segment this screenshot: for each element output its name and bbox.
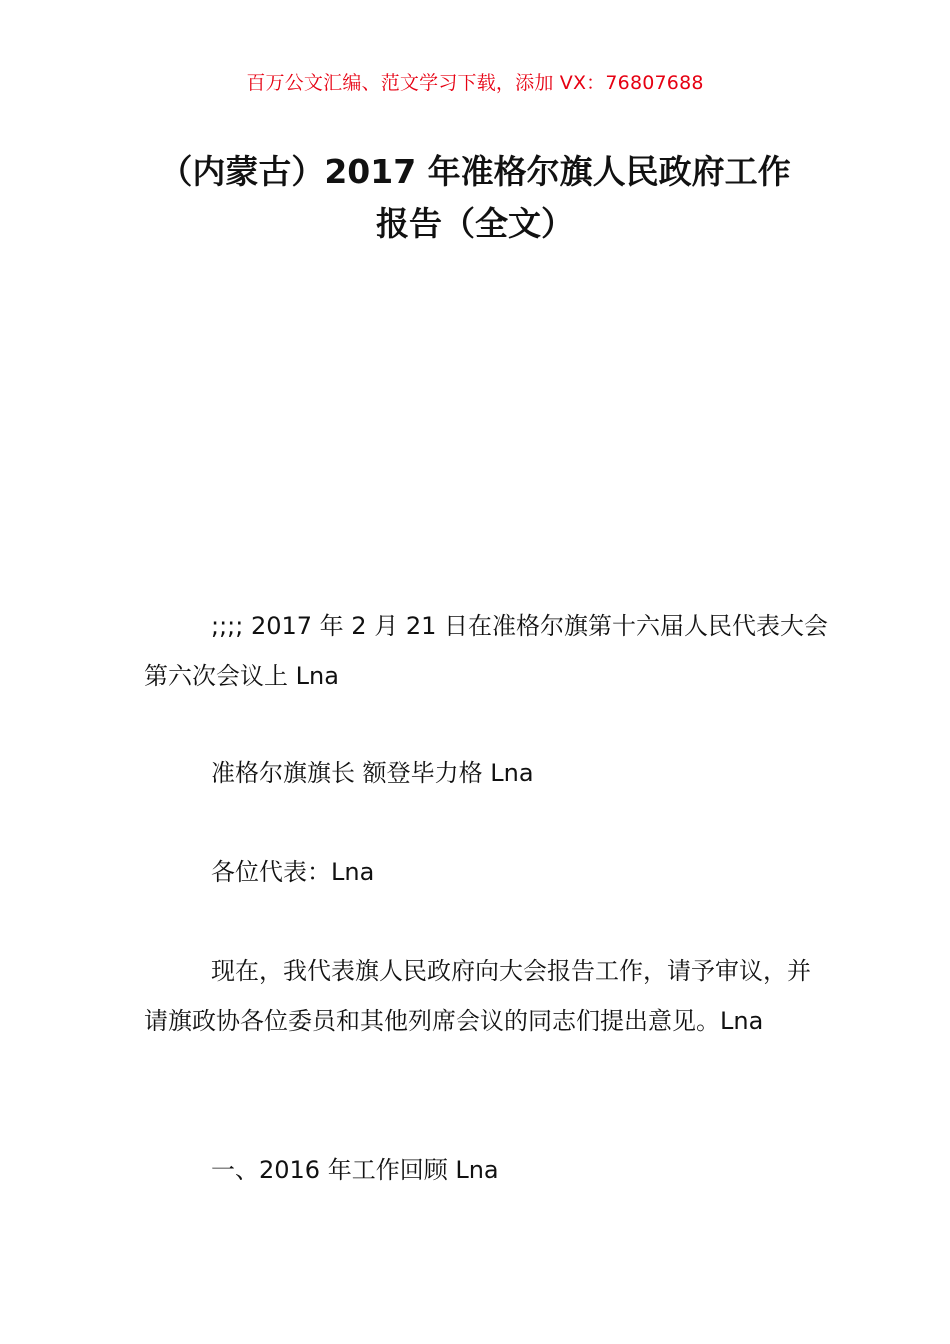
title-line-1: （内蒙古）2017 年准格尔旗人民政府工作	[159, 152, 791, 191]
header-watermark-note: 百万公文汇编、范文学习下载，添加 VX：76807688	[246, 72, 704, 94]
title-line-2: 报告（全文）	[376, 204, 574, 243]
paragraph-meeting-info: ;;;; 2017 年 2 月 21 日在准格尔旗第十六届人民代表大会第六次会议上 Lna	[144, 612, 829, 690]
paragraph-speaker: 准格尔旗旗长 额登毕力格 Lna	[211, 759, 534, 787]
document-title	[120, 146, 830, 250]
section-heading-review: 一、2016 年工作回顾 Lna	[211, 1156, 499, 1184]
paragraph-salutation: 各位代表：Lna	[211, 858, 375, 886]
paragraph-opening: 现在，我代表旗人民政府向大会报告工作，请予审议，并请旗政协各位委员和其他列席会议的同志们提出意见。Lna	[144, 957, 811, 1035]
